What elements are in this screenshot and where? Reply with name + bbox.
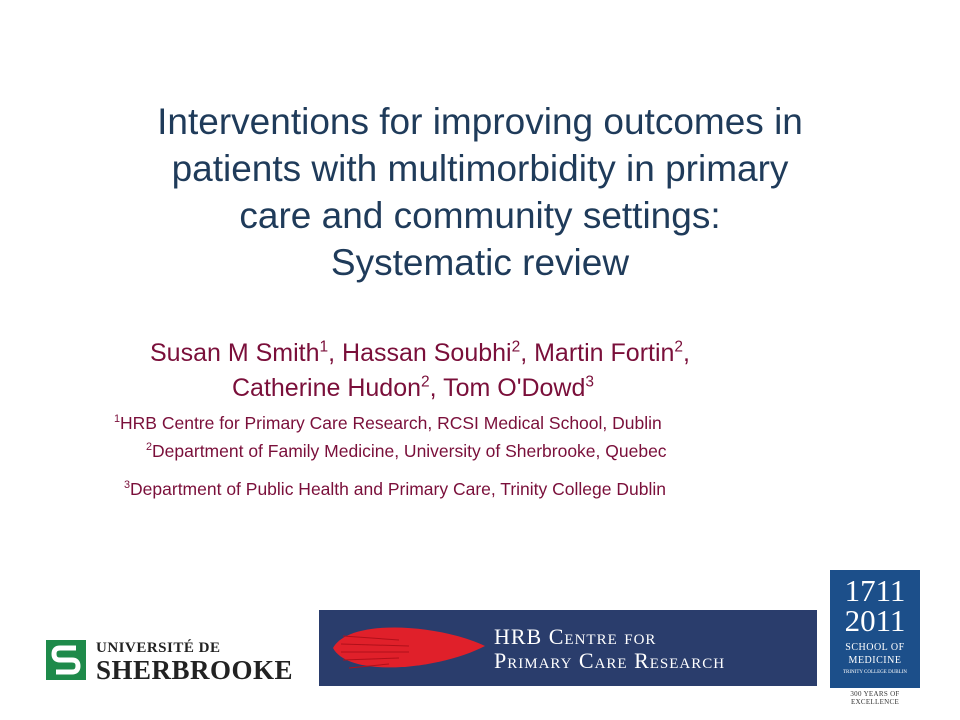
sherbrooke-emblem-icon xyxy=(46,640,86,680)
hrb-line-2: Primary Care Research xyxy=(494,648,726,673)
sherbrooke-line-1: UNIVERSITÉ DE xyxy=(96,640,221,656)
title-line-2: patients with multimorbidity in primary xyxy=(171,148,789,189)
author-smith-affiliation: 1 xyxy=(319,338,329,356)
sherbrooke-logo xyxy=(46,640,296,684)
tcd-year-2: 2011 xyxy=(844,603,906,638)
sherbrooke-line-2: SHERBROOKE xyxy=(96,655,294,685)
authors-line-2 xyxy=(232,374,594,403)
author-soubhi-affiliation: 2 xyxy=(511,338,521,356)
authors-line-1 xyxy=(150,339,690,368)
slide-title xyxy=(60,98,900,286)
tcd-school-line-2: MEDICINE xyxy=(848,655,902,666)
affiliation-1-text: HRB Centre for Primary Care Research, RCSI Medical School, Dublin xyxy=(120,413,662,433)
title-line-3: care and community settings: xyxy=(239,195,721,236)
affiliation-3-text: Department of Public Health and Primary Care, Trinity College Dublin xyxy=(130,479,666,499)
author-soubhi: , Hassan Soubhi xyxy=(328,339,512,367)
hrb-leaf-icon xyxy=(329,618,489,678)
author-separator: , xyxy=(683,339,690,367)
tcd-school-of-medicine-logo xyxy=(830,570,920,688)
affiliation-2-text: Department of Family Medicine, University of Sherbrooke, Quebec xyxy=(152,441,667,461)
author-hudon: Catherine Hudon xyxy=(232,374,422,402)
author-hudon-affiliation: 2 xyxy=(421,373,430,391)
affiliation-1-number: 1 xyxy=(114,413,121,426)
affiliation-1 xyxy=(114,413,662,434)
affiliation-2 xyxy=(146,441,667,462)
tcd-tagline: 300 YEARS OF EXCELLENCE xyxy=(850,690,900,706)
title-line-4: Systematic review xyxy=(330,242,630,283)
title-line-1: Interventions for improving outcomes in xyxy=(157,101,803,142)
author-fortin: , Martin Fortin xyxy=(520,339,675,367)
affiliation-2-number: 2 xyxy=(146,441,153,454)
hrb-logo xyxy=(319,610,817,686)
hrb-line-1: HRB Centre for xyxy=(494,624,657,649)
tcd-college: TRINITY COLLEGE DUBLIN xyxy=(843,670,907,675)
author-odowd-affiliation: 3 xyxy=(585,373,595,391)
author-fortin-affiliation: 2 xyxy=(674,338,684,356)
affiliation-3 xyxy=(124,479,666,500)
tcd-school-line-1: SCHOOL OF xyxy=(845,642,905,653)
author-smith: Susan M Smith xyxy=(150,339,320,367)
tcd-year-1: 1711 xyxy=(844,573,906,608)
affiliation-3-number: 3 xyxy=(124,479,131,492)
author-odowd: , Tom O'Dowd xyxy=(429,374,586,402)
